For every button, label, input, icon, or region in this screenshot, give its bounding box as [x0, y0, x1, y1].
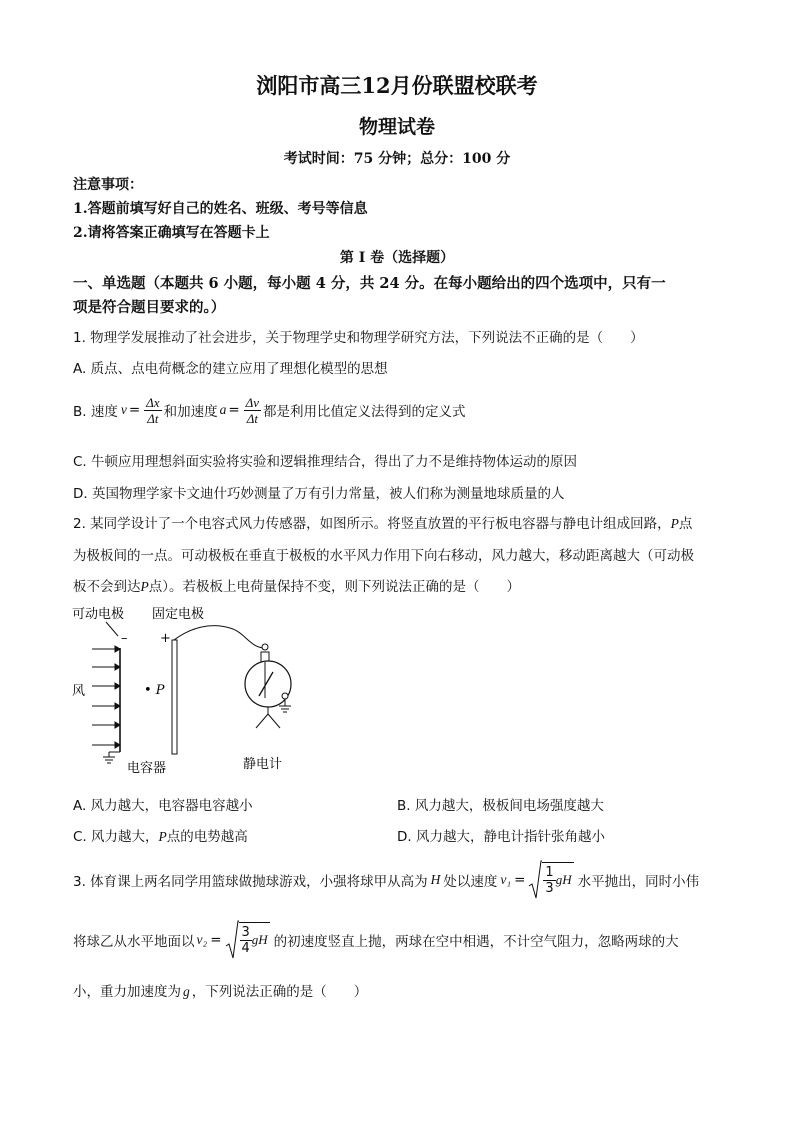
notes-heading: 注意事项：: [73, 177, 143, 193]
exam-title: 浏阳市高三12月份联盟校联考: [256, 73, 538, 98]
notes-item-2: 2.请将答案正确填写在答题卡上: [73, 225, 270, 241]
exam-info: 考试时间：75 分钟；总分：100 分: [283, 151, 511, 167]
point-p-label: P: [140, 579, 149, 594]
sqrt-expression-2: [225, 920, 270, 960]
electrometer-leg-left: [256, 714, 268, 728]
electrometer-label: 静电计: [243, 757, 283, 772]
movable-plate-pointer: [106, 622, 118, 636]
volume-title: 第 I 卷（选择题）: [339, 250, 455, 266]
fraction-denominator: Δt: [147, 410, 159, 426]
q3-line-1-c: 水平抛出，同时小伟: [577, 874, 700, 890]
v1-symbol: v₁: [500, 872, 512, 887]
capacitor-sensor-figure: [60, 600, 320, 780]
q3-line-1-b: 处以速度: [443, 874, 498, 890]
wind-label: 风: [72, 684, 86, 699]
q1-option-b-prefix: B. 速度: [73, 404, 118, 420]
q3-line-2-a: 将球乙从水平地面以: [73, 934, 195, 950]
gh-symbol: gH: [555, 872, 572, 887]
equals-sign: =: [128, 402, 141, 418]
section-instruction-line1: 一、单选题（本题共 6 小题，每小题 4 分，共 24 分。在每小题给出的四个选项中，只有一: [73, 275, 666, 292]
q1-stem: 1. 物理学发展推动了社会进步，关于物理学史和物理学研究方法，下列说法不正确的是（ ）: [73, 330, 644, 346]
q3-line-2: [73, 918, 679, 962]
q1-option-b-suffix: 都是利用比值定义法得到的定义式: [263, 404, 466, 420]
q2-line-2: 为极板间的一点。可动极板在垂直于极板的水平风力作用下向右移动，风力越大，移动距离越大（可动极: [73, 548, 694, 564]
point-p-label: P: [158, 829, 167, 844]
fraction-numerator: 3: [241, 925, 250, 940]
q2-line-1: [73, 512, 692, 532]
q1-option-d: D. 英国物理学家卡文迪什巧妙测量了万有引力常量，被人们称为测量地球质量的人: [73, 486, 565, 502]
subject-title: 物理试卷: [358, 116, 435, 138]
fraction-numerator: 1: [545, 865, 554, 880]
q1-option-b-mid: 和加速度: [163, 404, 218, 420]
velocity-fraction: [144, 395, 161, 426]
ground-symbol: [103, 752, 120, 763]
height-symbol: H: [430, 872, 441, 887]
q3-line-1-a: 3. 体育课上两名同学用篮球做抛球游戏，小强将球甲从高为: [73, 874, 428, 890]
q2-option-d: D. 风力越大，静电计指针张角越小: [397, 829, 605, 845]
fraction-denominator: Δt: [246, 410, 258, 426]
fraction-numerator: Δv: [245, 394, 260, 410]
acceleration-symbol: a: [219, 402, 227, 417]
acceleration-fraction: [244, 395, 261, 426]
wind-arrows: [92, 646, 120, 748]
movable-plate-label: 可动电极: [72, 607, 125, 622]
q2-option-c: [73, 825, 248, 845]
radicand-fraction: [240, 925, 252, 956]
q3-line-1: [73, 858, 699, 902]
radicand: [542, 862, 573, 896]
fixed-plate: [172, 640, 177, 754]
equals-sign: =: [210, 932, 222, 948]
capacitor-label: 电容器: [127, 761, 167, 776]
gh-symbol: gH: [251, 932, 268, 947]
q1-option-a: A. 质点、点电荷概念的建立应用了理想化模型的思想: [73, 361, 388, 377]
fixed-plate-label: 固定电极: [152, 607, 205, 622]
q3-line-2-b: 的初速度竖直上抛，两球在空中相遇，不计空气阻力，忽略两球的大: [273, 934, 679, 950]
radicand: [239, 922, 270, 956]
point-p-label: P: [670, 516, 679, 531]
q2-line-3: [73, 575, 520, 595]
minus-sign: –: [121, 631, 128, 646]
velocity-symbol: v: [120, 402, 127, 417]
electrometer-leg-right: [268, 714, 280, 728]
gravity-symbol: g: [183, 984, 190, 999]
radicand-fraction: [543, 865, 555, 896]
point-p: • P: [144, 683, 165, 698]
fraction-numerator: Δx: [146, 394, 160, 410]
q1-option-b: [73, 392, 466, 428]
q2-option-a: A. 风力越大，电容器电容越小: [73, 798, 253, 814]
q1-option-c: C. 牛顿应用理想斜面实验将实验和逻辑推理结合，得出了力不是维持物体运动的原因: [73, 454, 578, 470]
q2-option-b: B. 风力越大，极板间电场强度越大: [397, 798, 604, 814]
v2-symbol: v₂: [196, 932, 208, 947]
electrometer-knob: [262, 644, 268, 650]
fraction-denominator: 3: [545, 881, 554, 896]
q2-line-1-end: 点: [678, 516, 693, 532]
q2-option-c-b: 点的电势越高: [166, 829, 248, 845]
electrometer-case: [245, 661, 291, 707]
notes-item-1: 1.答题前填写好自己的姓名、班级、考号等信息: [73, 201, 368, 217]
electrometer-case-terminal: [282, 693, 288, 699]
q2-line-1-text: 2. 某同学设计了一个电容式风力传感器，如图所示。将竖直放置的平行板电容器与静电计组成回路，: [73, 516, 671, 532]
q3-line-3-b: ，下列说法正确的是（ ）: [191, 984, 368, 1000]
q3-line-3-a: 小，重力加速度为: [73, 984, 181, 1000]
plus-sign: +: [160, 631, 171, 646]
q2-line-3-a: 板不会到达: [73, 579, 141, 595]
radical-sign-icon: [225, 920, 239, 960]
q2-line-3-b: 点）。若极板上电荷量保持不变，则下列说法正确的是（ ）: [148, 579, 520, 595]
connecting-wire: [174, 626, 265, 648]
radical-sign-icon: [528, 860, 542, 900]
equals-sign: =: [228, 402, 240, 418]
q2-option-c-a: C. 风力越大，: [73, 829, 159, 845]
section-instruction-line2: 项是符合题目要求的。）: [73, 299, 226, 316]
fraction-denominator: 4: [241, 941, 250, 956]
sqrt-expression-1: [528, 860, 573, 900]
equals-sign: =: [514, 872, 526, 888]
q3-line-3: [73, 980, 367, 1000]
